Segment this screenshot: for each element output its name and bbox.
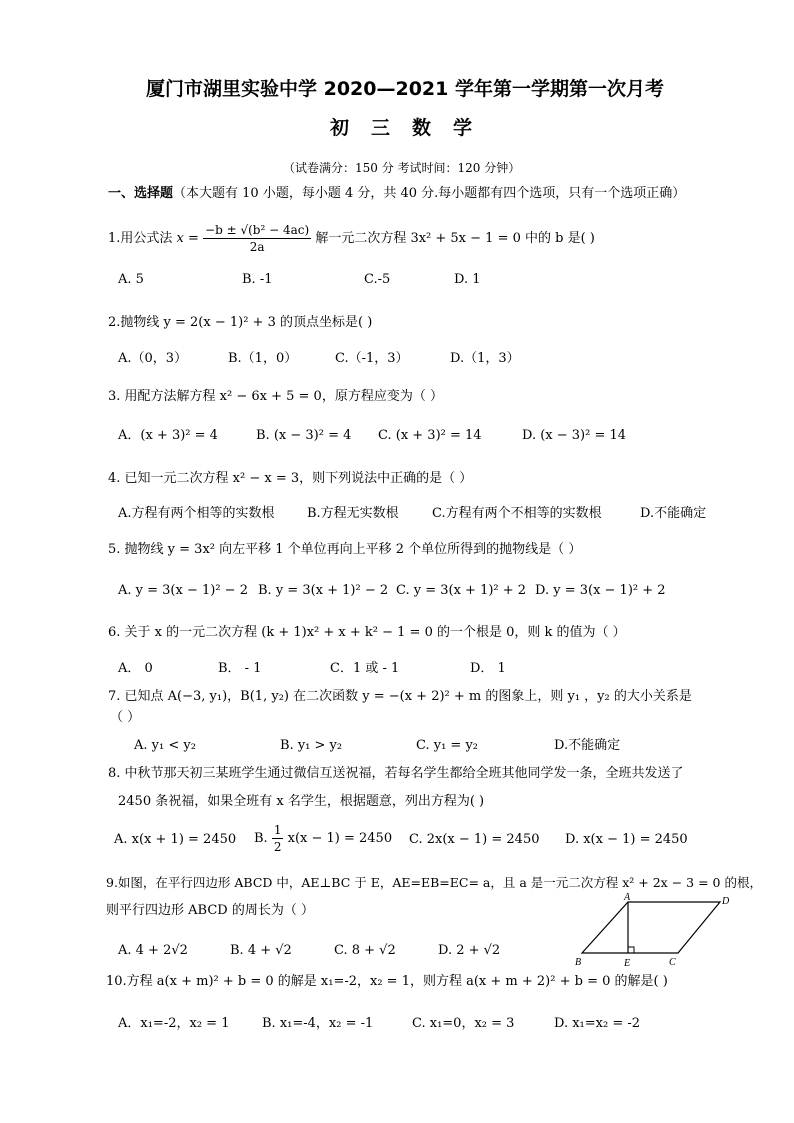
q10-option-b: B. x₁=-4，x₂ = -1 [262, 1016, 374, 1031]
q6-option-c: C．1 或 - 1 [330, 661, 400, 676]
question-8-stem-cont: 2450 条祝福，如果全班有 x 名学生，根据题意，列出方程为( ) [118, 794, 485, 809]
question-9-stem: 9.如图，在平行四边形 ABCD 中，AE⊥BC 于 E，AE=EB=EC= a，且 a 是一元二次方程 x² + 2x − 3 = 0 的根， [106, 875, 762, 890]
q1-option-c: C.-5 [364, 272, 391, 287]
q1-formula-lhs: x = [176, 231, 199, 246]
q2-option-d: D.（1，3） [450, 351, 520, 366]
label-b: B [575, 957, 582, 968]
label-d: D [722, 896, 730, 907]
fraction-numerator: 1 [273, 823, 282, 837]
question-2-stem: 2.抛物线 y = 2(x − 1)² + 3 的顶点坐标是( ) [108, 315, 373, 330]
q8-option-b-expression: x(x − 1) = 2450 [287, 831, 393, 846]
q5-option-d: D. y = 3(x − 1)² + 2 [535, 583, 666, 598]
question-10-stem: 10.方程 a(x + m)² + b = 0 的解是 x₁=-2，x₂ = 1，则方程 a(x + m + 2)² + b = 0 的解是( ) [106, 974, 668, 989]
q5-option-a: A. y = 3(x − 1)² − 2 [118, 583, 248, 598]
q10-option-d: D. x₁=x₂ = -2 [554, 1016, 641, 1031]
question-7-stem: 7. 已知点 A(−3, y₁)，B(1, y₂) 在二次函数 y = −(x + 2)² + m 的图象上，则 y₁ ，y₂ 的大小关系是 [108, 689, 692, 704]
parallelogram-abcd [582, 902, 720, 953]
q4-option-d: D.不能确定 [640, 506, 707, 521]
q3-option-a: A．(x + 3)² = 4 [118, 428, 218, 443]
q8-option-d: D. x(x − 1) = 2450 [565, 832, 688, 847]
section-title: 一、选择题 [108, 186, 174, 201]
q9-option-b: B. 4 + √2 [230, 943, 292, 958]
q6-option-b: B． - 1 [218, 661, 262, 676]
q2-option-b: B.（1，0） [228, 351, 298, 366]
q3-option-d: D. (x − 3)² = 14 [522, 428, 627, 443]
label-e: E [624, 958, 631, 969]
q3-option-b: B. (x − 3)² = 4 [256, 428, 352, 443]
question-1-stem [108, 222, 595, 256]
question-5-stem: 5. 抛物线 y = 3x² 向左平移 1 个单位再向上平移 2 个单位所得到的抛物线是（ ） [108, 542, 582, 557]
q4-option-c: C.方程有两个不相等的实数根 [432, 506, 602, 521]
q8-option-c: C. 2x(x − 1) = 2450 [409, 832, 540, 847]
section-heading [108, 185, 685, 203]
one-half-fraction [272, 822, 284, 855]
q9-option-a: A. 4 + 2√2 [118, 943, 188, 958]
exam-title: 厦门市湖里实验中学 2020—2021 学年第一学期第一次月考 [146, 78, 664, 100]
q10-option-a: A．x₁=-2，x₂ = 1 [118, 1016, 230, 1031]
q6-option-d: D． 1 [470, 661, 506, 676]
q7-option-d: D.不能确定 [554, 738, 621, 753]
exam-info: （试卷满分：150 分 考试时间：120 分钟） [283, 161, 521, 175]
q8-option-b [254, 822, 392, 856]
q4-option-a: A.方程有两个相等的实数根 [118, 506, 275, 521]
formula-denominator: 2a [249, 240, 265, 254]
q3-option-c: C. (x + 3)² = 14 [378, 428, 482, 443]
q1-option-a: A. 5 [118, 272, 144, 287]
subject-title: 初三数学 [330, 117, 495, 139]
q7-option-a: A. y₁ < y₂ [134, 738, 196, 753]
question-4-stem: 4. 已知一元二次方程 x² − x = 3，则下列说法中正确的是（ ） [108, 471, 473, 486]
q8-option-b-label: B. [254, 831, 268, 846]
fraction-denominator: 2 [273, 840, 282, 854]
section-description: （本大题有 10 小题，每小题 4 分，共 40 分.每小题都有四个选项，只有一个选项正确） [173, 186, 686, 201]
q1-option-b: B. -1 [242, 272, 273, 287]
question-3-stem: 3. 用配方法解方程 x² − 6x + 5 = 0，原方程应变为（ ） [108, 389, 443, 404]
parallelogram-figure [570, 892, 740, 972]
q5-option-b: B. y = 3(x + 1)² − 2 [258, 583, 389, 598]
q1-stem-end: 解一元二次方程 3x² + 5x − 1 = 0 中的 b 是( ) [315, 231, 595, 246]
q1-stem-start: 1.用公式法 [108, 231, 173, 246]
q7-option-b: B. y₁ > y₂ [280, 738, 343, 753]
q8-option-a: A. x(x + 1) = 2450 [114, 832, 237, 847]
q5-option-c: C. y = 3(x + 1)² + 2 [396, 583, 527, 598]
q7-option-c: C. y₁ = y₂ [416, 738, 479, 753]
q6-option-a: A． 0 [118, 661, 153, 676]
question-9-stem-cont: 则平行四边形 ABCD 的周长为（ ） [106, 903, 314, 918]
q9-option-c: C. 8 + √2 [334, 943, 396, 958]
question-6-stem: 6. 关于 x 的一元二次方程 (k + 1)x² + x + k² − 1 = 0 的一个根是 0，则 k 的值为（ ） [108, 625, 626, 640]
q10-option-c: C. x₁=0，x₂ = 3 [412, 1016, 515, 1031]
q2-option-a: A.（0，3） [118, 351, 188, 366]
label-c: C [669, 957, 676, 968]
label-a: A [624, 892, 631, 903]
q9-option-d: D. 2 + √2 [438, 943, 501, 958]
q2-option-c: C.（-1，3） [335, 351, 409, 366]
right-angle-mark [628, 947, 634, 953]
q4-option-b: B.方程无实数根 [307, 506, 399, 521]
quadratic-formula [203, 222, 311, 255]
q7-answer-bracket: （ ） [110, 710, 141, 725]
question-8-stem: 8. 中秋节那天初三某班学生通过微信互送祝福，若每名学生都给全班其他同学发一条，全班共发送了 [108, 766, 684, 781]
q1-option-d: D. 1 [454, 272, 481, 287]
formula-numerator: −b ± √(b² − 4ac) [205, 223, 310, 237]
